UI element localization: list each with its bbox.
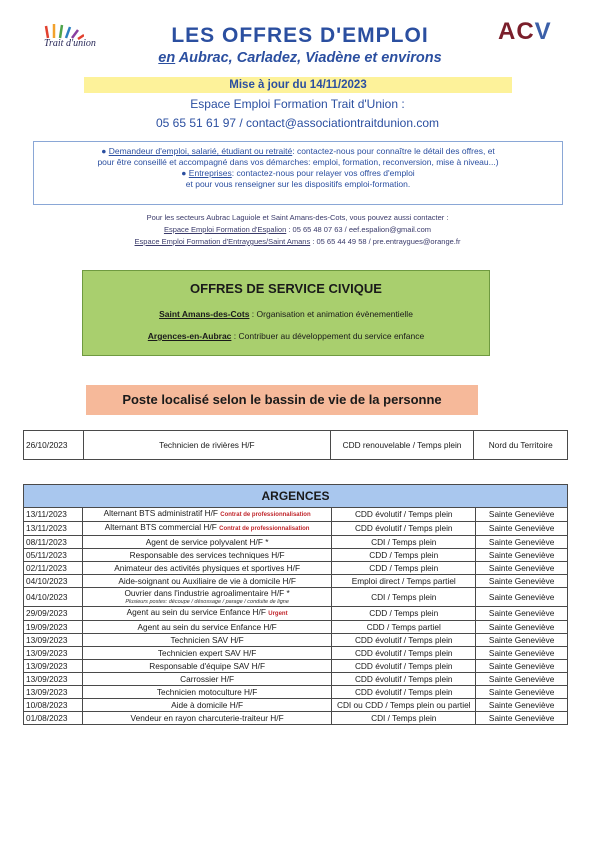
offer-job: Vendeur en rayon charcuterie-traiteur H/F (130, 712, 284, 723)
table-row (24, 549, 568, 562)
offer-contract: CDI / Temps plein (332, 588, 476, 607)
info-line-3: ● Entreprises: contactez-nous pour relayer vos offres d'emploi (181, 168, 415, 178)
offer-location: Sainte Geneviève (476, 508, 568, 522)
civic-line-1: Saint Amans-des-Cots : Organisation et animation évènementielle (159, 309, 413, 319)
offer-job: Technicien de rivières H/F (84, 431, 330, 460)
offer-job-cell (83, 660, 332, 673)
offer-location: Sainte Geneviève (476, 549, 568, 562)
table-header-row (24, 485, 568, 508)
offer-job-cell (83, 621, 332, 634)
table-row (24, 522, 568, 536)
table-row (24, 712, 568, 725)
page-subtitle (120, 50, 480, 66)
table-row (24, 621, 568, 634)
offer-contract: CDD / Temps plein (332, 562, 476, 575)
argences-table (23, 484, 568, 725)
offer-contract: CDD évolutif / Temps plein (332, 673, 476, 686)
offer-contract: CDD évolutif / Temps plein (332, 660, 476, 673)
offer-contract: CDD évolutif / Temps plein (332, 634, 476, 647)
offer-location: Sainte Geneviève (476, 647, 568, 660)
table-row (24, 673, 568, 686)
offer-date: 29/09/2023 (24, 607, 83, 621)
offer-job: Animateur des activités physiques et sportives H/F (114, 562, 301, 573)
offer-location: Sainte Geneviève (476, 536, 568, 549)
offer-contract: CDD évolutif / Temps plein (332, 686, 476, 699)
territory-offer-table (23, 430, 568, 460)
table-row (24, 660, 568, 673)
offer-note: Plusieurs postes: découpe / désossage / parage / conduite de ligne (125, 599, 289, 605)
offer-tag: Contrat de professionnalisation (219, 526, 310, 532)
offer-job: Aide-soignant ou Auxiliaire de vie à domicile H/F (118, 575, 296, 586)
trait-d-union-logo (36, 22, 126, 66)
offer-date: 26/10/2023 (24, 431, 84, 460)
offer-date: 02/11/2023 (24, 562, 83, 575)
offer-job: Agent au sein du service Enfance H/F (126, 607, 266, 617)
offer-location: Sainte Geneviève (476, 686, 568, 699)
offer-job-cell (83, 686, 332, 699)
offer-job: Alternant BTS administratif H/F (103, 508, 218, 518)
offer-job-cell (83, 647, 332, 660)
offer-date: 08/11/2023 (24, 536, 83, 549)
table-row (24, 536, 568, 549)
offer-location: Sainte Geneviève (476, 575, 568, 588)
info-line-1: ● Demandeur d'emploi, salarié, étudiant ou retraité: contactez-nous pour connaître le détail des offres, et (101, 146, 495, 156)
offer-tag: Urgent (268, 611, 288, 617)
offer-contract: CDD / Temps plein (332, 607, 476, 621)
offer-contract: CDD évolutif / Temps plein (332, 508, 476, 522)
offer-job-cell (83, 699, 332, 712)
offer-contract: Emploi direct / Temps partiel (332, 575, 476, 588)
offer-job-cell (83, 673, 332, 686)
offer-date: 04/10/2023 (24, 588, 83, 607)
offer-contract: CDD / Temps plein (332, 549, 476, 562)
offer-date: 04/10/2023 (24, 575, 83, 588)
offer-job: Agent au sein du service Enfance H/F (137, 621, 277, 632)
offer-location: Sainte Geneviève (476, 712, 568, 725)
secteurs-entraygues: Espace Emploi Formation d'Entraygues/Saint Amans : 05 65 44 49 58 / pre.entraygues@orange.fr (134, 237, 461, 246)
argences-heading: ARGENCES (24, 485, 568, 508)
acv-logo (492, 18, 564, 62)
offer-date: 13/09/2023 (24, 634, 83, 647)
update-banner: Mise à jour du 14/11/2023 (84, 77, 512, 93)
offer-date: 10/08/2023 (24, 699, 83, 712)
offer-location: Sainte Geneviève (476, 621, 568, 634)
secteurs-intro: Pour les secteurs Aubrac Laguiole et Saint Amans-des-Cots, vous pouvez aussi contacter : (146, 213, 449, 222)
poste-banner: Poste localisé selon le bassin de vie de la personne (86, 385, 478, 415)
offer-contract: CDI / Temps plein (332, 536, 476, 549)
offer-job-cell (83, 712, 332, 725)
civic-line-2: Argences-en-Aubrac : Contribuer au développement du service enfance (147, 331, 425, 341)
offer-date: 19/09/2023 (24, 621, 83, 634)
offer-date: 13/11/2023 (24, 522, 83, 536)
acv-logo-text: ACV (498, 18, 552, 45)
offer-job: Technicien expert SAV H/F (157, 647, 257, 658)
offer-date: 05/11/2023 (24, 549, 83, 562)
offer-job-cell (83, 549, 332, 562)
page-title: LES OFFRES D'EMPLOI (171, 24, 429, 47)
subtitle-prefix: en (158, 50, 176, 66)
offer-job-cell (83, 522, 332, 536)
offer-job-cell (83, 607, 332, 621)
offer-location: Sainte Geneviève (476, 588, 568, 607)
offer-job-cell (83, 562, 332, 575)
offer-location: Sainte Geneviève (476, 634, 568, 647)
info-line-2: pour être conseillé et accompagné dans vos démarches: emploi, formation, reconversion, mise à niveau...) (97, 157, 499, 167)
logo-left-text: Trait d'union (44, 38, 96, 49)
offer-job-cell (83, 536, 332, 549)
table-row (24, 562, 568, 575)
offer-contract: CDD évolutif / Temps plein (332, 647, 476, 660)
offer-job: Ouvrier dans l'industrie agroalimentaire H/F * (124, 588, 290, 598)
contact-line: 05 65 51 61 97 / contact@associationtraitdunion.com (155, 116, 440, 130)
secteurs-espalion: Espace Emploi Formation d'Espalion : 05 65 48 07 63 / eef.espalion@gmail.com (163, 225, 432, 234)
offer-job: Aide à domicile H/F (171, 699, 244, 710)
table-row (24, 686, 568, 699)
offer-contract: CDD / Temps partiel (332, 621, 476, 634)
offer-job-cell (83, 634, 332, 647)
offer-contract: CDD renouvelable / Temps plein (330, 431, 474, 460)
table-row (24, 431, 568, 460)
info-box (33, 141, 563, 205)
offer-tag: Contrat de professionnalisation (220, 512, 311, 518)
offer-job: Carrossier H/F (180, 673, 235, 684)
offer-date: 13/11/2023 (24, 508, 83, 522)
space-name: Espace Emploi Formation Trait d'Union : (190, 97, 405, 111)
offer-location: Sainte Geneviève (476, 607, 568, 621)
subtitle-rest: Aubrac, Carladez, Viadène et environs (175, 50, 442, 66)
offer-location: Sainte Geneviève (476, 660, 568, 673)
offer-job-cell (83, 588, 332, 607)
table-row (24, 699, 568, 712)
offer-contract: CDI ou CDD / Temps plein ou partiel (332, 699, 476, 712)
offer-date: 13/09/2023 (24, 647, 83, 660)
civic-title: OFFRES DE SERVICE CIVIQUE (190, 281, 382, 296)
offer-date: 13/09/2023 (24, 660, 83, 673)
offer-location: Sainte Geneviève (476, 673, 568, 686)
table-row (24, 647, 568, 660)
offer-job-cell (83, 575, 332, 588)
table-row (24, 634, 568, 647)
table-row (24, 575, 568, 588)
offer-location: Sainte Geneviève (476, 562, 568, 575)
offer-location: Sainte Geneviève (476, 522, 568, 536)
offer-job: Agent de service polyvalent H/F * (145, 536, 269, 547)
offer-location: Sainte Geneviève (476, 699, 568, 712)
info-line-4: et pour vous renseigner sur les dispositifs emploi-formation. (185, 179, 411, 189)
civic-service-box (82, 270, 490, 356)
offer-date: 01/08/2023 (24, 712, 83, 725)
offer-job-cell (83, 508, 332, 522)
table-row (24, 607, 568, 621)
offer-contract: CDD évolutif / Temps plein (332, 522, 476, 536)
offer-date: 13/09/2023 (24, 686, 83, 699)
offer-contract: CDI / Temps plein (332, 712, 476, 725)
offer-date: 13/09/2023 (24, 673, 83, 686)
offer-job: Technicien SAV H/F (170, 634, 244, 645)
offer-job: Alternant BTS commercial H/F (104, 522, 217, 532)
table-row (24, 508, 568, 522)
offer-job: Technicien motoculture H/F (156, 686, 258, 697)
offer-location: Nord du Territoire (474, 431, 568, 460)
table-row (24, 588, 568, 607)
offer-job: Responsable d'équipe SAV H/F (149, 660, 266, 671)
offer-job: Responsable des services techniques H/F (129, 549, 285, 560)
